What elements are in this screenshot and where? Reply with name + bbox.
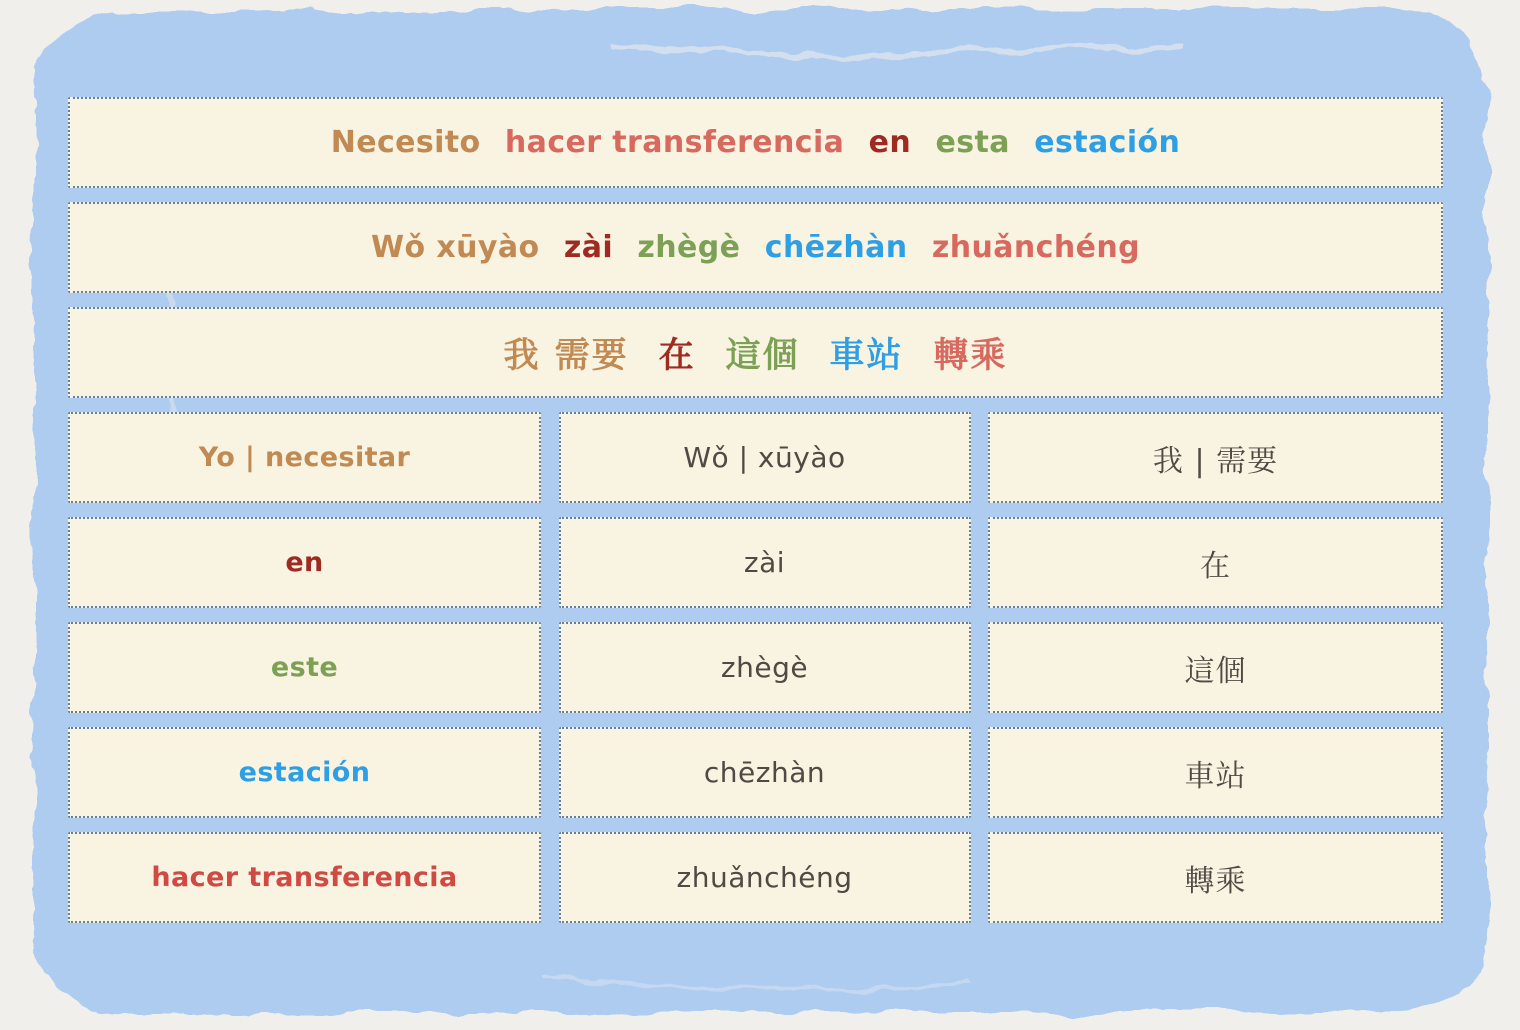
vocab-cell-hanzi-2[interactable]	[988, 622, 1443, 713]
vocab-text: chēzhàn	[703, 756, 826, 789]
vocab-cell-hanzi-0[interactable]	[988, 412, 1443, 503]
sentence-word: chēzhàn	[764, 230, 908, 265]
vocab-grid	[68, 412, 1443, 923]
sentence-word: Necesito	[330, 125, 481, 160]
sentence-pinyin	[371, 230, 1140, 265]
sentence-word: esta	[935, 125, 1010, 160]
sentence-word: 轉乘	[933, 335, 1008, 376]
vocab-text: 我 | 需要	[1152, 443, 1279, 479]
sentence-spanish	[331, 125, 1181, 160]
vocab-cell-pinyin-3[interactable]	[559, 727, 971, 818]
vocab-text: Yo | necesitar	[198, 442, 411, 473]
vocab-text: en	[285, 547, 324, 578]
sentence-word: zài	[563, 230, 614, 265]
sentence-card-hanzi[interactable]	[68, 307, 1443, 398]
vocab-text: zài	[743, 546, 786, 579]
sentence-word: zhègè	[637, 230, 741, 265]
vocab-text: 轉乘	[1184, 863, 1247, 899]
vocab-cell-hanzi-4[interactable]	[988, 832, 1443, 923]
vocab-cell-hanzi-1[interactable]	[988, 517, 1443, 608]
vocab-cell-pinyin-2[interactable]	[559, 622, 971, 713]
vocab-cell-hanzi-3[interactable]	[988, 727, 1443, 818]
vocab-cell-pinyin-4[interactable]	[559, 832, 971, 923]
sentence-word: 我 需要	[503, 335, 629, 376]
flashcard-board	[68, 97, 1443, 923]
vocab-text: 在	[1200, 548, 1231, 584]
vocab-cell-es-0[interactable]	[68, 412, 541, 503]
sentence-word: en	[868, 125, 912, 160]
sentence-word: Wǒ xūyào	[371, 230, 540, 265]
sentence-hanzi	[504, 328, 1008, 378]
vocab-text: zhuǎnchéng	[676, 861, 853, 894]
sentence-card-spanish[interactable]	[68, 97, 1443, 188]
vocab-text: 車站	[1184, 758, 1247, 794]
sentence-word: 這個	[725, 335, 800, 376]
vocab-text: estación	[238, 757, 371, 788]
vocab-text: este	[270, 652, 339, 683]
sentence-word: 車站	[829, 335, 904, 376]
vocab-cell-es-4[interactable]	[68, 832, 541, 923]
vocab-cell-pinyin-0[interactable]	[559, 412, 971, 503]
vocab-cell-pinyin-1[interactable]	[559, 517, 971, 608]
vocab-cell-es-3[interactable]	[68, 727, 541, 818]
sentence-card-pinyin[interactable]	[68, 202, 1443, 293]
sentence-word: zhuǎnchéng	[931, 230, 1140, 265]
sentence-word: estación	[1034, 125, 1181, 160]
vocab-text: Wǒ | xūyào	[683, 441, 846, 474]
vocab-text: 這個	[1184, 653, 1247, 689]
vocab-text: zhègè	[720, 651, 809, 684]
vocab-text: hacer transferencia	[151, 862, 458, 893]
vocab-cell-es-2[interactable]	[68, 622, 541, 713]
vocab-cell-es-1[interactable]	[68, 517, 541, 608]
sentence-word: hacer transferencia	[504, 125, 845, 160]
sentence-word: 在	[658, 335, 696, 376]
